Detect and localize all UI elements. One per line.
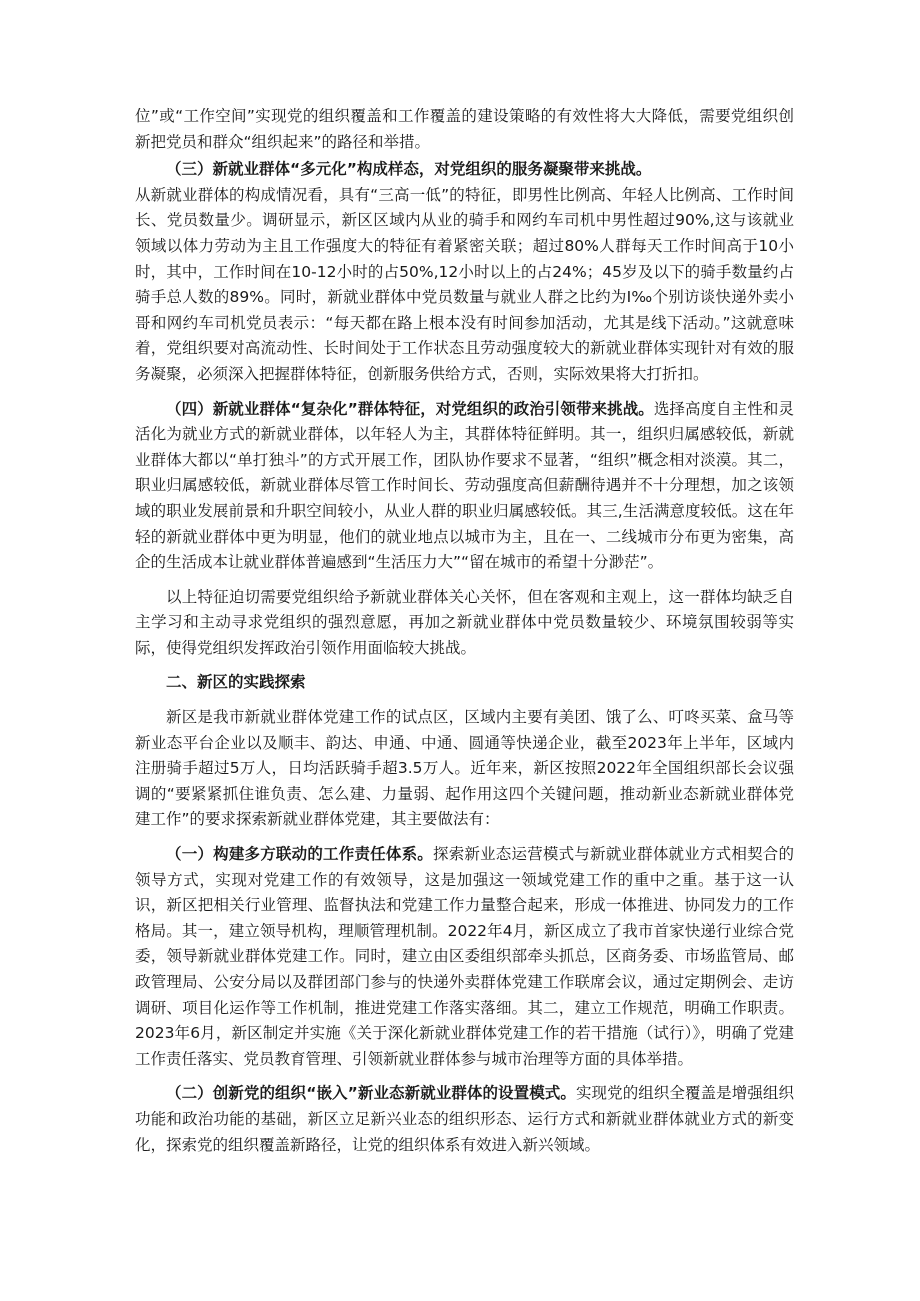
paragraph-text: 以上特征迫切需要党组织给予新就业群体关心关怀，但在客观和主观上，这一群体均缺乏自主学习和主动寻求党组织的强烈意愿，再加之新就业群体中党员数量较少、环境氛围较弱等实际，使得党组织发挥政治引领作用面临较大挑战。 bbox=[135, 587, 794, 657]
paragraph-continuation bbox=[135, 104, 794, 155]
paragraph-text: 选择高度自主性和灵活化为就业方式的新就业群体，以年轻人为主，其群体特征鲜明。其一，组织归属感较低，新就业群体大都以“单打独斗”的方式开展工作，团队协作要求不显著，“组织”概念相对淡漠。其二，职业归属感较低，新就业群体尽管工作时间长、劳动强度高但薪酬待遇并不十分理想，加之该领域的职业发展前景和升职空间较小，从业人群的职业归属感较低。其三,生活满意度较低。这在年轻的新就业群体中更为明显，他们的就业地点以城市为主，且在一、二线城市分布更为密集，高企的生活成本让就业群体普遍感到“生活压力大”“留在城市的希望十分渺茫”。 bbox=[135, 399, 794, 572]
paragraph-responsibility-system bbox=[135, 842, 794, 1072]
section-heading-2 bbox=[135, 670, 794, 696]
subsection-heading-4: （四）新就业群体“复杂化”群体特征，对党组织的政治引领带来挑战。 bbox=[166, 399, 654, 418]
paragraph-complexity bbox=[135, 397, 794, 576]
subsection-heading-3 bbox=[135, 157, 794, 183]
heading-text: 二、新区的实践探索 bbox=[166, 673, 306, 692]
subsection-heading-1: （一）构建多方联动的工作责任体系。 bbox=[166, 845, 433, 864]
paragraph-text: 新区是我市新就业群体党建工作的试点区，区域内主要有美团、饿了么、叮咚买菜、盒马等新业态平台企业以及顺丰、韵达、申通、中通、圆通等快递企业，截至2023年上半年，区域内注册骑手超过5万人，日均活跃骑手超3.5万人。近年来，新区按照2022年全国组织部长会议强调的“要紧紧抓住谁负责、怎么建、力量弱、起作用这四个关键问题，推动新业态新就业群体党建工作”的要求探索新就业群体党建，其主要做法有： bbox=[135, 708, 794, 829]
heading-text: （三）新就业群体“多元化”构成样态，对党组织的服务凝聚带来挑战。 bbox=[166, 160, 652, 179]
paragraph-text: 探索新业态运营模式与新就业群体就业方式相契合的领导方式，实现对党建工作的有效领导，这是加强这一领域党建工作的重中之重。基于这一认识，新区把相关行业管理、监督执法和党建工作力量整合起来，形成一体推进、协同发力的工作格局。其一，建立领导机构，理顺管理机制。2022年4月，新区成立了我市首家快递行业综合党委，领导新就业群体党建工作。同时，建立由区委组织部牵头抓总，区商务委、市场监管局、邮政管理局、公安分局以及群团部门参与的快递外卖群体党建工作联席会议，通过定期例会、走访调研、项目化运作等工作机制，推进党建工作落实落细。其二，建立工作规范，明确工作职责。2023年6月，新区制定并实施《关于深化新就业群体党建工作的若干措施（试行）》，明确了党建工作责任落实、党员教育管理、引领新就业群体参与城市治理等方面的具体举措。 bbox=[135, 845, 794, 1068]
paragraph-embedding-model bbox=[135, 1081, 794, 1158]
paragraph-text: 位”或“工作空间”实现党的组织覆盖和工作覆盖的建设策略的有效性将大大降低，需要党组织创新把党员和群众“组织起来”的路径和举措。 bbox=[135, 107, 794, 151]
paragraph-practice-intro bbox=[135, 705, 794, 833]
paragraph-summary bbox=[135, 585, 794, 662]
paragraph-text: 从新就业群体的构成情况看，具有“三高一低”的特征，即男性比例高、年轻人比例高、工作时间长、党员数量少。调研显示，新区区域内从业的骑手和网约车司机中男性超过90%,这与该就业领域以体力劳动为主且工作强度大的特征有着紧密关联；超过80%人群每天工作时间高于10小时，其中，工作时间在10-12小时的占50%,12小时以上的占24%；45岁及以下的骑手数量约占骑手总人数的89%。同时，新就业群体中党员数量与就业人群之比约为I‰个别访谈快递外卖小哥和网约车司机党员表示：“每天都在路上根本没有时间参加活动，尤其是线下活动。”这就意味着，党组织要对高流动性、长时间处于工作状态且劳动强度较大的新就业群体实现针对有效的服务凝聚，必须深入把握群体特征，创新服务供给方式，否则，实际效果将大打折扣。 bbox=[135, 185, 794, 383]
subsection-heading-2: （二）创新党的组织“嵌入”新业态新就业群体的设置模式。 bbox=[166, 1084, 576, 1103]
paragraph-text: 实现党的组织全覆盖是增强组织功能和政治功能的基础，新区立足新兴业态的组织形态、运行方式和新就业群体就业方式的新变化，探索党的组织覆盖新路径，让党的组织体系有效进入新兴领域。 bbox=[135, 1084, 794, 1154]
paragraph-composition bbox=[135, 183, 794, 388]
